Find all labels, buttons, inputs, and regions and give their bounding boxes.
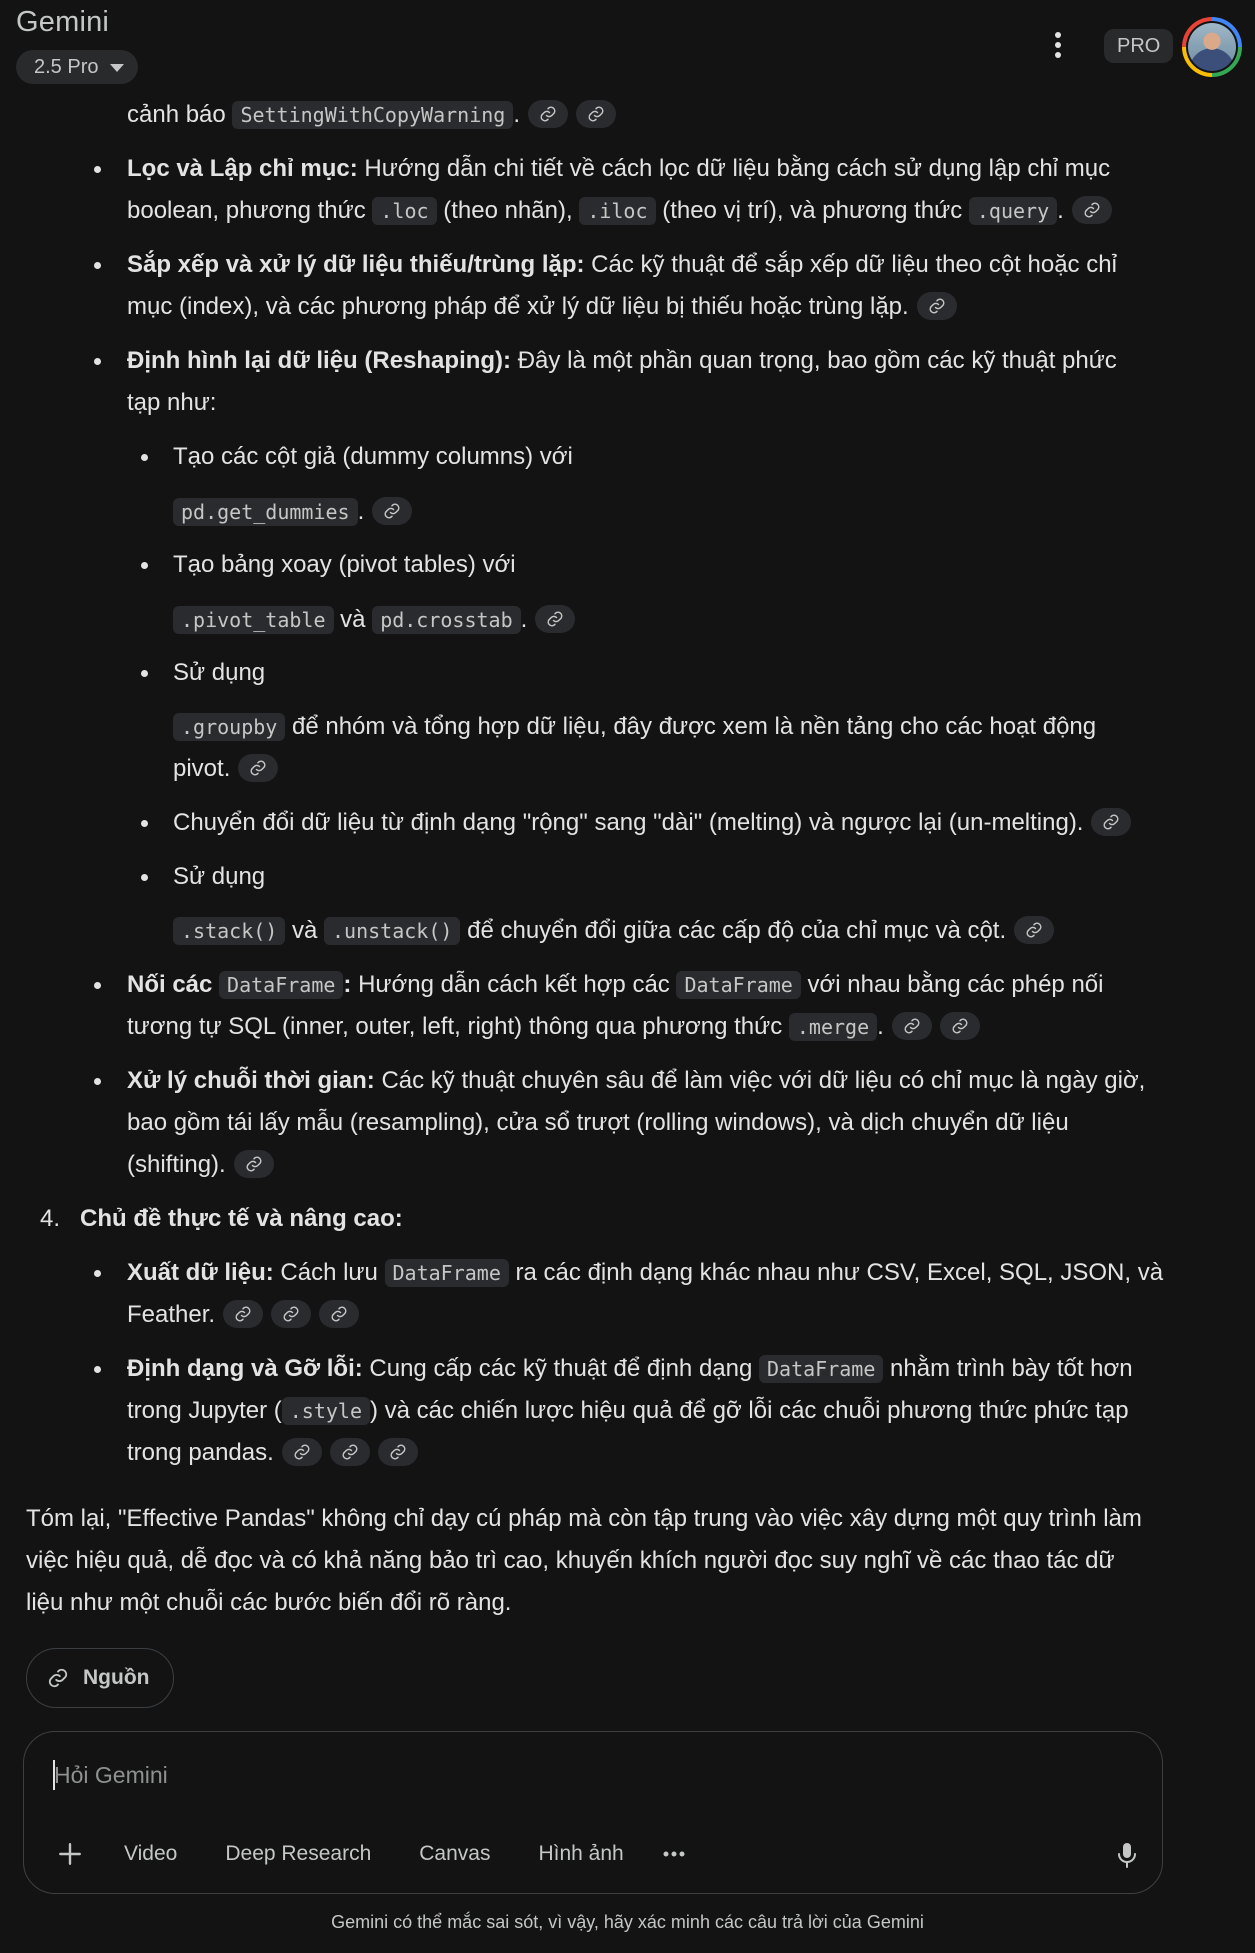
prompt-box (23, 1731, 1163, 1894)
list-item: Xử lý chuỗi thời gian: Các kỹ thuật chuyên sâu để làm việc với dữ liệu có chỉ mục là ngày giờ, (127, 1067, 1146, 1094)
citation-link-icon[interactable] (282, 1438, 322, 1466)
add-icon[interactable] (50, 1834, 90, 1874)
list-item: trong pandas. (127, 1438, 418, 1468)
sub-list-item: Tạo bảng xoay (pivot tables) với (173, 551, 516, 578)
citation-link-icon[interactable] (238, 754, 278, 782)
citation-link-icon[interactable] (378, 1438, 418, 1466)
sub-list-item: .groupby để nhóm và tổng hợp dữ liệu, đây được xem là nền tảng cho các hoạt động (173, 712, 1096, 742)
avatar[interactable] (1182, 17, 1242, 77)
model-label: 2.5 Pro (34, 55, 99, 78)
list-item: Định hình lại dữ liệu (Reshaping): Đây là một phần quan trọng, bao gồm các kỹ thuật phức (127, 347, 1117, 374)
citation-link-icon[interactable] (223, 1300, 263, 1328)
list-item: Xuất dữ liệu: Cách lưu DataFrame ra các định dạng khác nhau như CSV, Excel, SQL, JSON, và (127, 1259, 1164, 1286)
sub-list-item: pivot. (173, 754, 278, 784)
citation-link-icon[interactable] (330, 1438, 370, 1466)
sub-list-item: pd.get_dummies . (173, 497, 412, 527)
tool-image[interactable]: Hình ảnh (538, 1842, 624, 1865)
citation-link-icon[interactable] (892, 1012, 932, 1040)
citation-link-icon[interactable] (1072, 196, 1112, 224)
list-item: tương tự SQL (inner, outer, left, right) thông qua phương thức .merge . (127, 1012, 980, 1042)
prompt-input[interactable] (54, 1758, 854, 1792)
list-item: Sắp xếp và xử lý dữ liệu thiếu/trùng lặp: Các kỹ thuật để sắp xếp dữ liệu theo cột hoặc chỉ (127, 251, 1117, 278)
link-icon (47, 1667, 69, 1689)
citation-link-icon[interactable] (234, 1150, 274, 1178)
more-vert-icon[interactable] (1048, 30, 1068, 60)
tool-canvas[interactable]: Canvas (419, 1842, 491, 1865)
pro-badge[interactable]: PRO (1104, 29, 1173, 63)
sub-list-item: Tạo các cột giả (dummy columns) với (173, 443, 573, 470)
list-item: Nối các DataFrame : Hướng dẫn cách kết hợp các DataFrame với nhau bằng các phép nối (127, 971, 1104, 998)
sub-list-item: Sử dụng (173, 863, 266, 890)
citation-link-icon[interactable] (271, 1300, 311, 1328)
list-item: boolean, phương thức .loc (theo nhãn), .iloc (theo vị trí), và phương thức .query . (127, 196, 1112, 226)
sub-list-item: Chuyển đổi dữ liệu từ định dạng "rộng" sang "dài" (melting) và ngược lại (un-melting). (173, 808, 1131, 838)
citation-link-icon[interactable] (319, 1300, 359, 1328)
citation-link-icon[interactable] (528, 100, 568, 128)
caret-down-icon (110, 64, 124, 72)
sources-button[interactable] (26, 1648, 174, 1708)
list-item: bao gồm tái lấy mẫu (resampling), cửa sổ trượt (rolling windows), và dịch chuyển dữ liệu (127, 1109, 1069, 1136)
code-inline: SettingWithCopyWarning (232, 101, 513, 129)
sources-label: Nguồn (83, 1666, 150, 1689)
mic-icon[interactable] (1106, 1834, 1148, 1876)
summary-paragraph: liệu như một chuỗi các bước biến đổi rõ ràng. (26, 1589, 512, 1616)
summary-paragraph: việc hiệu quả, dễ đọc và có khả năng bảo trì cao, khuyến khích người đọc suy nghĩ về các thao tác dữ (26, 1547, 1115, 1574)
citation-link-icon[interactable] (1014, 916, 1054, 944)
sub-list-item: .pivot_table và pd.crosstab . (173, 605, 575, 635)
section-heading: 4. (40, 1205, 61, 1232)
citation-link-icon[interactable] (576, 100, 616, 128)
list-item: trong Jupyter ( .style ) và các chiến lược hiệu quả để gỡ lỗi các chuỗi phương thức phức tạp (127, 1397, 1129, 1424)
sub-list-item: .stack() và .unstack() để chuyển đổi giữa các cấp độ của chỉ mục và cột. (173, 916, 1054, 946)
list-item: tạp như: (127, 389, 217, 416)
list-item: Định dạng và Gỡ lỗi: Cung cấp các kỹ thuật để định dạng DataFrame nhằm trình bày tốt hơn (127, 1355, 1133, 1382)
list-item: Feather. (127, 1300, 359, 1330)
list-item: mục (index), và các phương pháp để xử lý dữ liệu bị thiếu hoặc trùng lặp. (127, 292, 957, 322)
citation-link-icon[interactable] (372, 497, 412, 525)
citation-link-icon[interactable] (940, 1012, 980, 1040)
list-item: (shifting). (127, 1150, 274, 1180)
citation-link-icon[interactable] (1091, 808, 1131, 836)
tool-bar (50, 1834, 694, 1874)
more-horiz-icon[interactable] (654, 1834, 694, 1874)
model-selector[interactable] (16, 50, 138, 84)
list-item: cảnh báo SettingWithCopyWarning . (127, 100, 616, 130)
summary-paragraph: Tóm lại, "Effective Pandas" không chỉ dạy cú pháp mà còn tập trung vào việc xây dựng một quy trình làm (26, 1505, 1142, 1532)
top-bar (0, 0, 1255, 90)
app-title: Gemini (16, 6, 110, 38)
section-heading: Chủ đề thực tế và nâng cao: (80, 1205, 403, 1232)
citation-link-icon[interactable] (535, 605, 575, 633)
tool-video[interactable]: Video (124, 1842, 178, 1865)
sub-list-item: Sử dụng (173, 659, 266, 686)
list-item: Lọc và Lập chỉ mục: Hướng dẫn chi tiết về cách lọc dữ liệu bằng cách sử dụng lập chỉ mục (127, 155, 1111, 182)
citation-link-icon[interactable] (917, 292, 957, 320)
disclaimer: Gemini có thể mắc sai sót, vì vậy, hãy xác minh các câu trả lời của Gemini (331, 1912, 924, 1932)
tool-deep-research[interactable]: Deep Research (225, 1842, 372, 1865)
